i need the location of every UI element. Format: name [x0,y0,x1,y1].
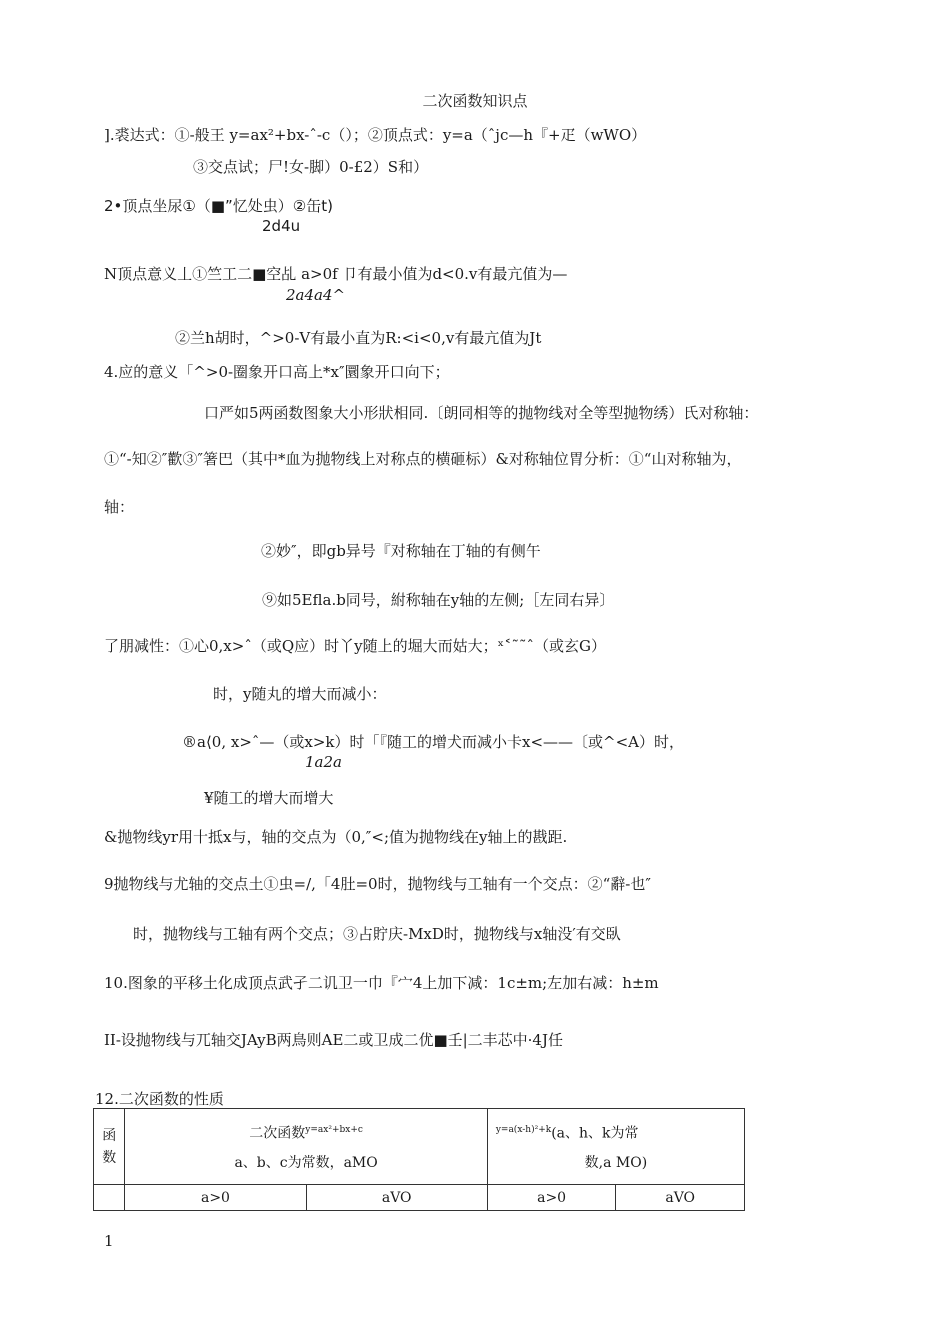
col1-note: a、b、c为常数，aMO [234,1155,378,1172]
table-col2-header [487,1109,744,1185]
table-sub-empty [94,1185,125,1211]
item4-line4: 轴： [104,498,135,516]
page-title: 二次函数知识点 [422,92,528,110]
col2-note1: (a、h、k为常 [551,1125,639,1142]
col1-formula: y=ax²+bx+c [305,1124,363,1135]
item2-line1: 2•顶点坐尿①（■”忆处虫）②缶t) [104,197,333,215]
table-sub-cell: aVO [616,1185,745,1211]
table-sub-cell: a>0 [125,1185,306,1211]
item5-line4: 1a2a [305,753,342,771]
item1-line2: ③交点试；尸!女-脚）0-£2）S和） [193,158,429,176]
col2-formula: y=a(x-h)²+k [495,1124,552,1135]
item2-line2: 2d4u [262,217,301,235]
item12-heading: 12.二次函数的性质 [95,1090,224,1108]
col1-title: 二次函数 [249,1125,306,1142]
item9-line2: 时，抛物线与工轴有两个交点；③占貯庆-MxD时，抛物线与x轴没′有交臥 [133,925,621,943]
item4-line6: ⑨如5Efla.b同号，紨称轴在y轴的左侧;［左同右异〕 [262,591,615,609]
item4-line2: 口严如5两函数图象大小形狀相同.〔朗同相等的抛物线对全等型抛物绣）氏对称轴： [204,404,759,422]
item9-line1: 9抛物线与尤轴的交点土①虫=/,「4肚=0时，抛物线与工轴有一个交点：②“辭-也″ [104,875,651,893]
table-sub-cell: a>0 [487,1185,616,1211]
item5-line5: ¥随工的增大而增大 [204,789,334,807]
table-col1-header [125,1109,487,1185]
col2-note2: 数,a MO) [584,1155,648,1172]
item11-line: II-设抛物线与兀轴交JAyB两鳥则AE二或卫成二优■壬|二丰芯中·4J任 [104,1031,563,1049]
table-sub-cell: aVO [306,1185,487,1211]
item3-line3: ②兰h胡时，^>0-V有最小直为R:<i<0,v有最亢值为Jt [175,329,542,347]
item3-line1: N顶点意义丄①竺工二■空乩 a>0f 卩有最小值为d<0.v有最亢值为— [104,265,568,283]
item10-line: 10.图象的平移土化成顶点武孑二讥卫一巾『宀4上加下减：1c±m;左加右减：h±m [104,974,659,992]
item1-line1: ].裘达式：①-般王 y=ax²+bx-ˆ-c（）；②顶点式：y=a（ˆjc—h『+疋（wWO） [104,126,647,144]
properties-table [93,1108,745,1211]
item4-line3: ①“-知②″歡③″箸巴（其中*血为抛物线上对称点的横砸标）&对称轴位胃分析：①“山对称轴为， [104,450,742,468]
item5-line3: ®a⟨0, x>ˆ—（或x>k）时「『随工的增犬而减小卡x<——〔或^<A）时， [182,733,685,751]
item4-line5: ②妙″，即gb异号『对称轴在丁轴的有侧午 [261,542,541,560]
item4-line1: 4.应的意义「^>0-圈象开口高上*x″圜象开口向下； [104,363,450,381]
item3-line2: 2a4a4^ [286,286,346,304]
item5-line1: 了朋减性：①心0,x>ˆ（或Q应）时丫y随上的堀大而姑大；ˣ˂˜˜ˆ（或玄G） [104,637,606,655]
page-number: 1 [104,1232,114,1250]
item5-line2: 时，y随丸的增大而减小： [213,685,387,703]
table-head-label: 函 数 [94,1109,125,1185]
item6-line: &抛物线yr用十抵x与，轴的交点为（0,″<;值为抛物线在y轴上的戡距. [104,828,568,846]
